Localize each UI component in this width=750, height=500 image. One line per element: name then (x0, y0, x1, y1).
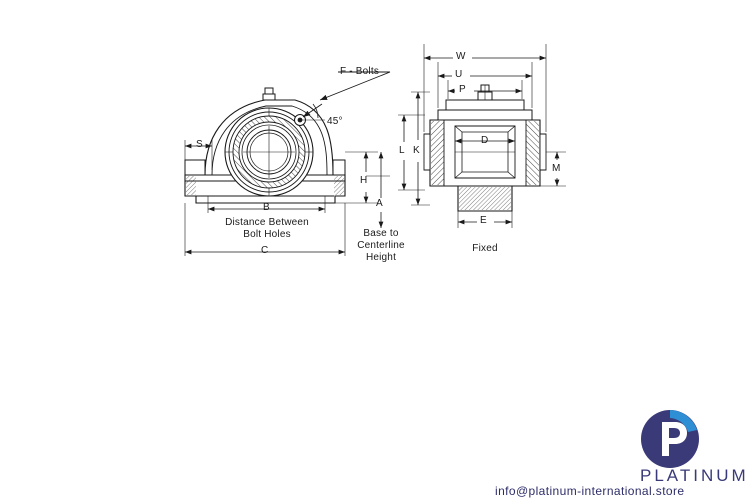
label-w: W (456, 51, 466, 62)
label-e: E (480, 215, 487, 226)
label-b: B (263, 202, 270, 213)
label-s: S (196, 139, 203, 150)
label-distance-between-bolt-holes-line1: Distance Between (225, 217, 309, 228)
label-c: C (261, 245, 269, 256)
platinum-logo (640, 408, 700, 470)
label-fixed-view-title: Fixed (472, 243, 498, 254)
platinum-logo-mark (640, 408, 700, 470)
label-base-to-centerline-line3: Height (365, 252, 397, 263)
label-l: L (399, 145, 405, 156)
label-d: D (481, 135, 489, 146)
label-a: A (376, 198, 383, 209)
watermark-brand: PLATINUM (640, 466, 749, 485)
watermark-url: info@platinum-international.store (495, 484, 685, 498)
label-p: P (459, 84, 466, 95)
label-h: H (360, 175, 368, 186)
label-k: K (413, 145, 420, 156)
label-f-bolts: F - Bolts (340, 66, 380, 77)
label-base-to-centerline-line1: Base to (363, 228, 399, 239)
label-m: M (552, 163, 561, 174)
label-distance-between-bolt-holes-line2: Bolt Holes (243, 229, 291, 240)
label-base-to-centerline-line2: Centerline (357, 240, 405, 251)
label-angle-45: 45° (327, 116, 343, 127)
label-u: U (455, 69, 463, 80)
